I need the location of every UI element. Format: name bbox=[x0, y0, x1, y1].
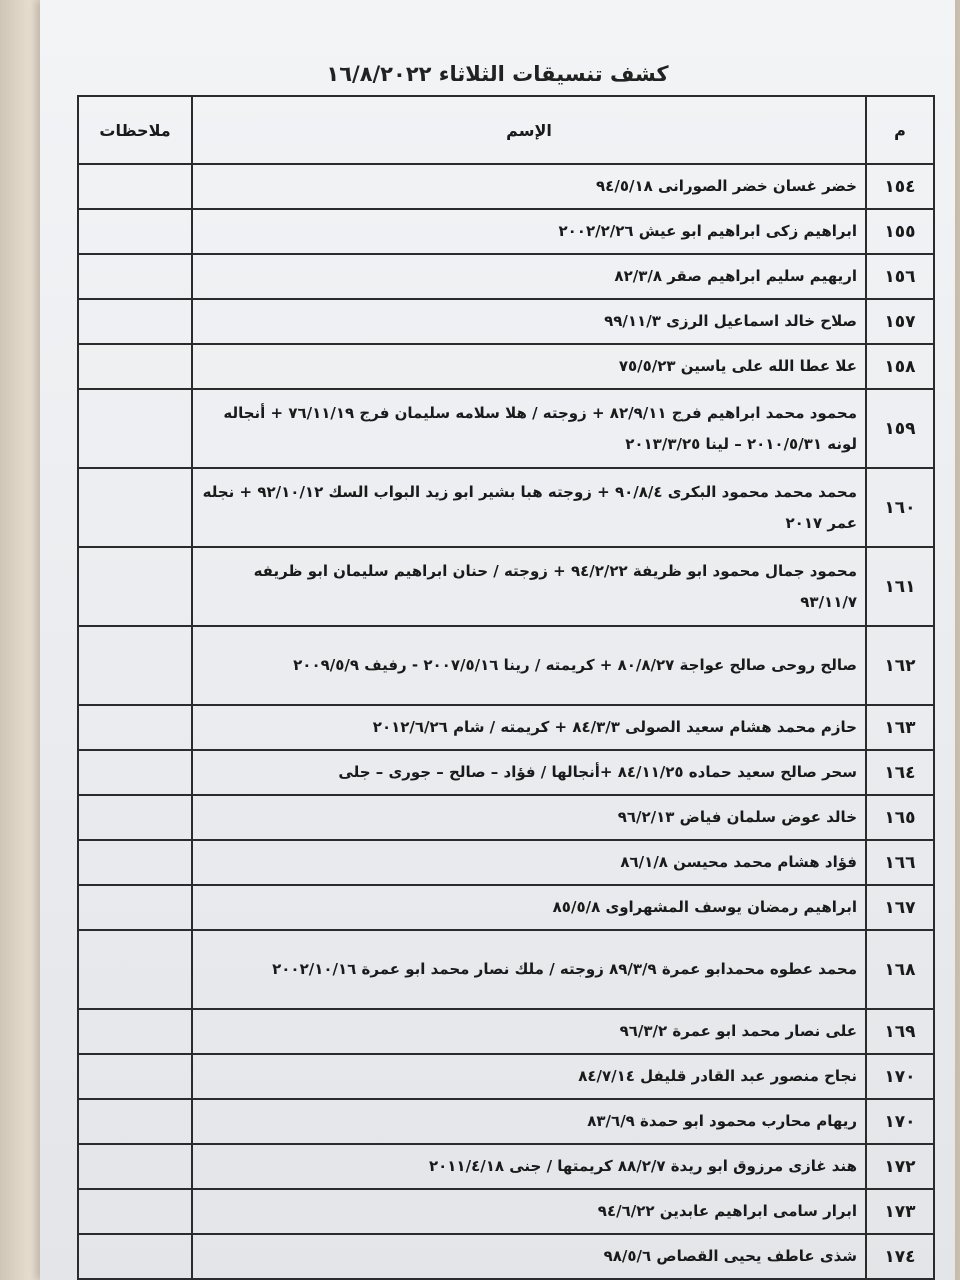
table-row bbox=[78, 164, 934, 209]
row-note bbox=[78, 840, 192, 885]
table-row bbox=[78, 1144, 934, 1189]
row-name: هند غازى مرزوق ابو ريدة ٨٨/٢/٧ كريمتها / جنى ٢٠١١/٤/١٨ bbox=[192, 1144, 866, 1189]
row-name: محمد محمد محمود البكرى ٩٠/٨/٤ + زوجته هبا بشير ابو زيد البواب السك ٩٢/١٠/١٢ + نجله عمر ٢٠١٧ bbox=[192, 468, 866, 547]
row-number: ١٦٧ bbox=[866, 885, 934, 930]
row-number: ١٦٠ bbox=[866, 468, 934, 547]
row-name: فؤاد هشام محمد محيسن ٨٦/١/٨ bbox=[192, 840, 866, 885]
row-note bbox=[78, 750, 192, 795]
table-row bbox=[78, 468, 934, 547]
row-note bbox=[78, 468, 192, 547]
row-note bbox=[78, 389, 192, 468]
row-note bbox=[78, 1054, 192, 1099]
row-note bbox=[78, 1234, 192, 1279]
table-row bbox=[78, 1009, 934, 1054]
row-name: ريهام محارب محمود ابو حمدة ٨٣/٦/٩ bbox=[192, 1099, 866, 1144]
row-note bbox=[78, 705, 192, 750]
row-number: ١٦٩ bbox=[866, 1009, 934, 1054]
table-row bbox=[78, 626, 934, 705]
row-note bbox=[78, 254, 192, 299]
row-name: حازم محمد هشام سعيد الصولى ٨٤/٣/٣ + كريمته / شام ٢٠١٢/٦/٢٦ bbox=[192, 705, 866, 750]
row-name: ابرار سامى ابراهيم عابدين ٩٤/٦/٢٢ bbox=[192, 1189, 866, 1234]
table-row bbox=[78, 1099, 934, 1144]
row-note bbox=[78, 164, 192, 209]
table-row bbox=[78, 705, 934, 750]
page-title: كشف تنسيقات الثلاثاء ١٦/٨/٢٠٢٢ bbox=[326, 62, 669, 86]
table-row bbox=[78, 750, 934, 795]
row-note bbox=[78, 1144, 192, 1189]
row-number: ١٥٩ bbox=[866, 389, 934, 468]
row-name: محمود محمد ابراهيم فرج ٨٢/٩/١١ + زوجته / هلا سلامه سليمان فرج ٧٦/١١/١٩ + أنجاله لونه ٢٠١٠/٥/٣١ – لينا ٢٠١٣/٣/٢٥ bbox=[192, 389, 866, 468]
table-row bbox=[78, 389, 934, 468]
row-note bbox=[78, 626, 192, 705]
row-note bbox=[78, 547, 192, 626]
table-row bbox=[78, 840, 934, 885]
row-name: خالد عوض سلمان فياض ٩٦/٢/١٣ bbox=[192, 795, 866, 840]
row-note bbox=[78, 795, 192, 840]
row-note bbox=[78, 885, 192, 930]
table-row bbox=[78, 254, 934, 299]
row-number: ١٦٥ bbox=[866, 795, 934, 840]
table-row bbox=[78, 209, 934, 254]
paper-sheet bbox=[40, 0, 955, 1280]
row-number: ١٧٢ bbox=[866, 1144, 934, 1189]
row-number: ١٦٢ bbox=[866, 626, 934, 705]
table-row bbox=[78, 1189, 934, 1234]
header-number: م bbox=[866, 96, 934, 164]
table-row bbox=[78, 1234, 934, 1279]
table-row bbox=[78, 344, 934, 389]
row-name: صلاح خالد اسماعيل الرزى ٩٩/١١/٣ bbox=[192, 299, 866, 344]
row-number: ١٦٣ bbox=[866, 705, 934, 750]
row-name: محمد عطوه محمدابو عمرة ٨٩/٣/٩ زوجته / ملك نصار محمد ابو عمرة ٢٠٠٢/١٠/١٦ bbox=[192, 930, 866, 1009]
row-note bbox=[78, 299, 192, 344]
row-number: ١٧٤ bbox=[866, 1234, 934, 1279]
table-row bbox=[78, 1054, 934, 1099]
header-notes: ملاحظات bbox=[78, 96, 192, 164]
row-number: ١٦٦ bbox=[866, 840, 934, 885]
row-name: خضر غسان خضر الصورانى ٩٤/٥/١٨ bbox=[192, 164, 866, 209]
row-note bbox=[78, 344, 192, 389]
row-note bbox=[78, 1099, 192, 1144]
coordination-table bbox=[77, 95, 935, 1280]
row-number: ١٥٤ bbox=[866, 164, 934, 209]
row-number: ١٧٠ bbox=[866, 1054, 934, 1099]
row-number: ١٥٦ bbox=[866, 254, 934, 299]
row-name: سحر صالح سعيد حماده ٨٤/١١/٢٥ +أنجالها / فؤاد – صالح – جورى – جلى bbox=[192, 750, 866, 795]
table-row bbox=[78, 547, 934, 626]
row-number: ١٦١ bbox=[866, 547, 934, 626]
row-name: اريهيم سليم ابراهيم صقر ٨٢/٣/٨ bbox=[192, 254, 866, 299]
row-name: نجاح منصور عبد القادر قليفل ٨٤/٧/١٤ bbox=[192, 1054, 866, 1099]
row-name: ابراهيم زكى ابراهيم ابو عيش ٢٠٠٢/٢/٢٦ bbox=[192, 209, 866, 254]
row-number: ١٥٥ bbox=[866, 209, 934, 254]
row-note bbox=[78, 209, 192, 254]
row-number: ١٥٨ bbox=[866, 344, 934, 389]
row-name: شذى عاطف يحيى القصاص ٩٨/٥/٦ bbox=[192, 1234, 866, 1279]
row-name: علا عطا الله على ياسين ٧٥/٥/٢٣ bbox=[192, 344, 866, 389]
table-row bbox=[78, 795, 934, 840]
table-header-row bbox=[78, 96, 934, 164]
row-note bbox=[78, 1009, 192, 1054]
row-number: ١٦٤ bbox=[866, 750, 934, 795]
row-name: ابراهيم رمضان يوسف المشهراوى ٨٥/٥/٨ bbox=[192, 885, 866, 930]
row-note bbox=[78, 1189, 192, 1234]
row-number: ١٥٧ bbox=[866, 299, 934, 344]
table-row bbox=[78, 299, 934, 344]
row-number: ١٦٨ bbox=[866, 930, 934, 1009]
row-number: ١٧٣ bbox=[866, 1189, 934, 1234]
row-note bbox=[78, 930, 192, 1009]
row-number: ١٧٠ bbox=[866, 1099, 934, 1144]
table-row bbox=[78, 930, 934, 1009]
row-name: صالح روحى صالح عواجة ٨٠/٨/٢٧ + كريمته / رينا ٢٠٠٧/٥/١٦ - رفيف ٢٠٠٩/٥/٩ bbox=[192, 626, 866, 705]
row-name: محمود جمال محمود ابو ظريفة ٩٤/٢/٢٢ + زوجته / حنان ابراهيم سليمان ابو ظريفه ٩٣/١١/٧ bbox=[192, 547, 866, 626]
row-name: على نصار محمد ابو عمرة ٩٦/٣/٢ bbox=[192, 1009, 866, 1054]
table-row bbox=[78, 885, 934, 930]
header-name: الإسم bbox=[192, 96, 866, 164]
